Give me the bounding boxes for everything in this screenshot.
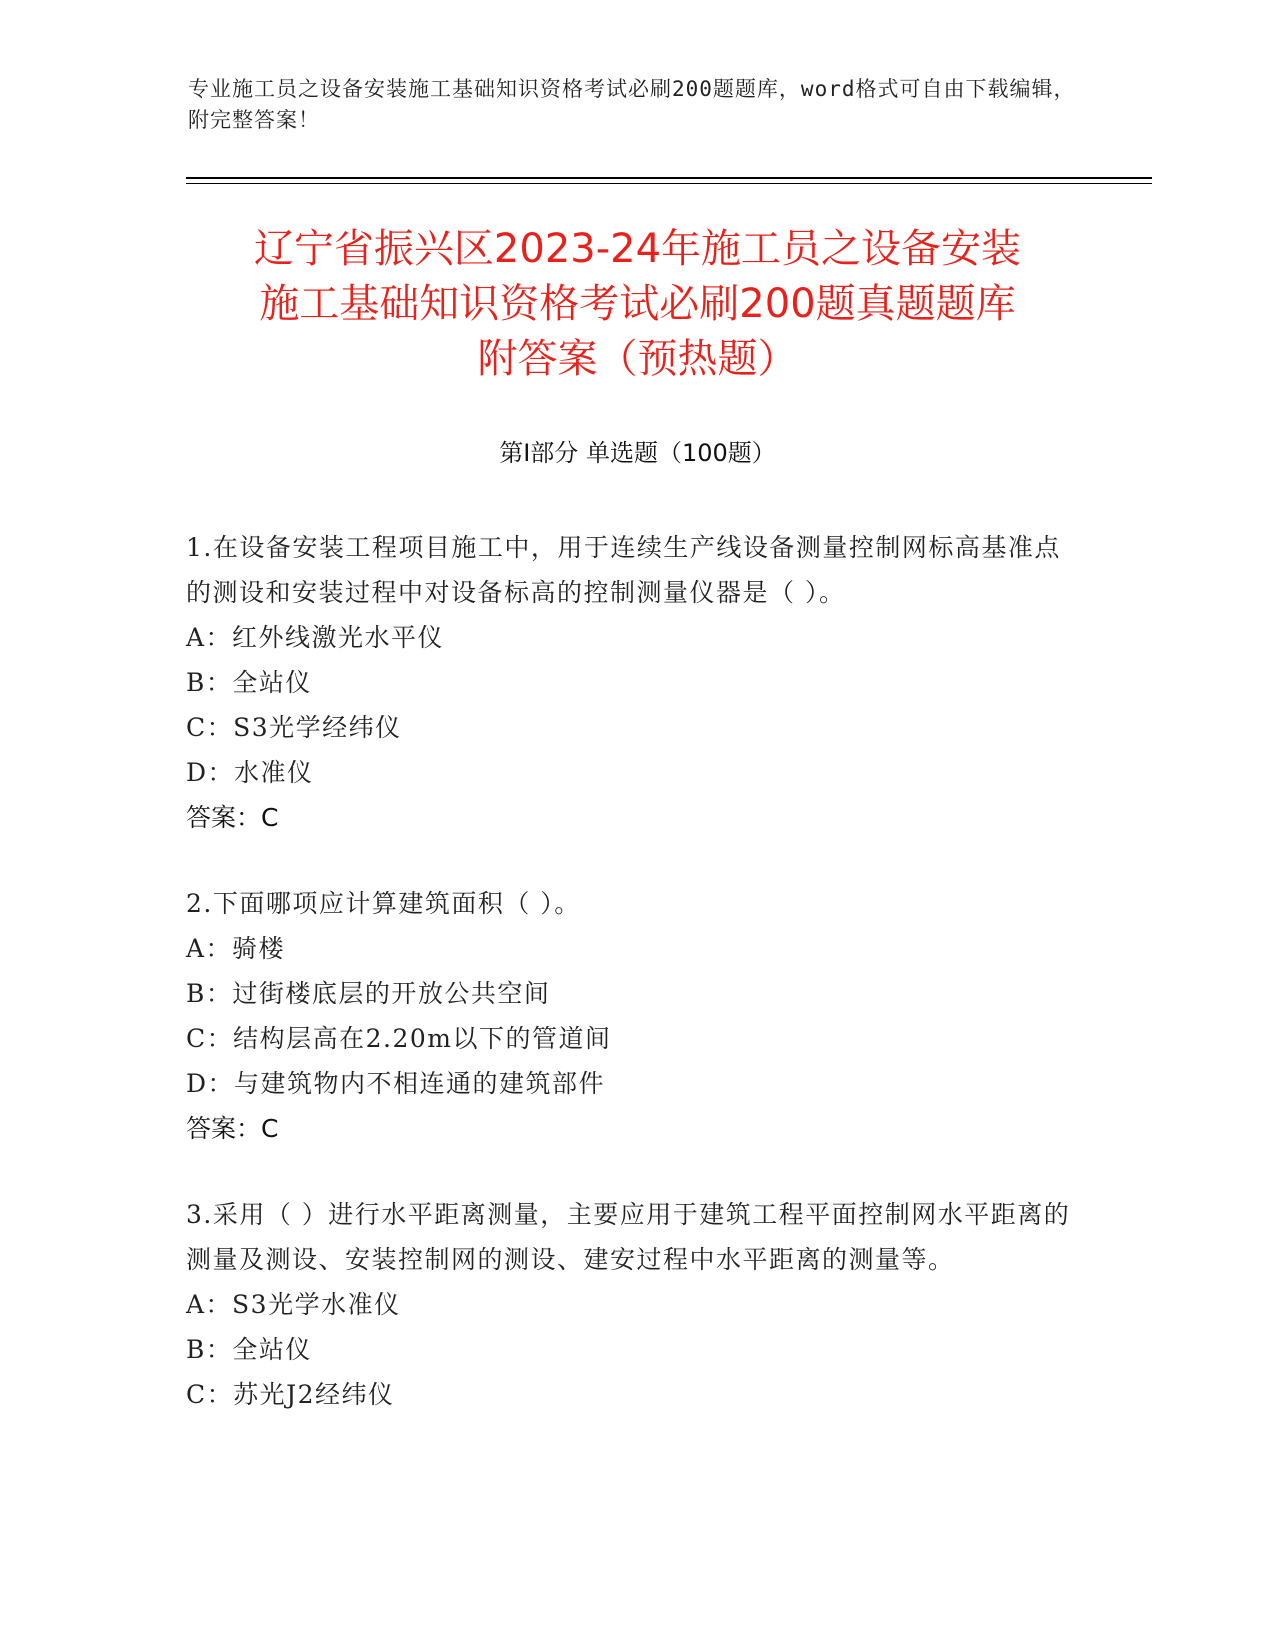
option-c: C：苏光J2经纬仪 (186, 1380, 395, 1409)
section-heading: 第Ⅰ部分 单选题（100题） (499, 439, 776, 467)
option-c: C：S3光学经纬仪 (186, 713, 402, 742)
option-b: B：全站仪 (186, 668, 312, 697)
question-list (186, 525, 1086, 1458)
answer: 答案：C (186, 1114, 279, 1143)
header-note: 专业施工员之设备安装施工基础知识资格考试必刷200题题库，word格式可自由下载编辑，附完整答案！ (188, 77, 1076, 132)
option-b: B：全站仪 (186, 1335, 312, 1364)
title-line: 辽宁省振兴区2023-24年施工员之设备安装 (253, 226, 1022, 272)
option-a: A：S3光学水准仪 (186, 1290, 401, 1319)
option-d: D：与建筑物内不相连通的建筑部件 (186, 1069, 606, 1098)
question-3 (186, 1192, 1086, 1417)
question-stem: 3.采用（ ）进行水平距离测量，主要应用于建筑工程平面控制网水平距离的测量及测设、安装控制网的测设、建安过程中水平距离的测量等。 (186, 1200, 1071, 1274)
title-line: 附答案（预热题） (477, 336, 798, 382)
option-c: C：结构层高在2.20m以下的管道间 (186, 1024, 612, 1053)
option-a: A：红外线激光水平仪 (186, 623, 445, 652)
title-line: 施工基础知识资格考试必刷200题真题题库 (259, 281, 1016, 327)
answer: 答案：C (186, 803, 279, 832)
question-stem: 2.下面哪项应计算建筑面积（ ）。 (186, 889, 581, 918)
option-d: D：水准仪 (186, 758, 314, 787)
header-rule-thick (186, 177, 1152, 179)
question-1 (186, 525, 1086, 840)
question-stem: 1.在设备安装工程项目施工中，用于连续生产线设备测量控制网标高基准点的测设和安装过程中对设备标高的控制测量仪器是（ ）。 (186, 533, 1061, 607)
question-2 (186, 881, 1086, 1151)
document-title (150, 222, 1125, 387)
header-rule-thin (186, 183, 1152, 184)
option-b: B：过街楼底层的开放公共空间 (186, 979, 551, 1008)
option-a: A：骑楼 (186, 934, 286, 963)
